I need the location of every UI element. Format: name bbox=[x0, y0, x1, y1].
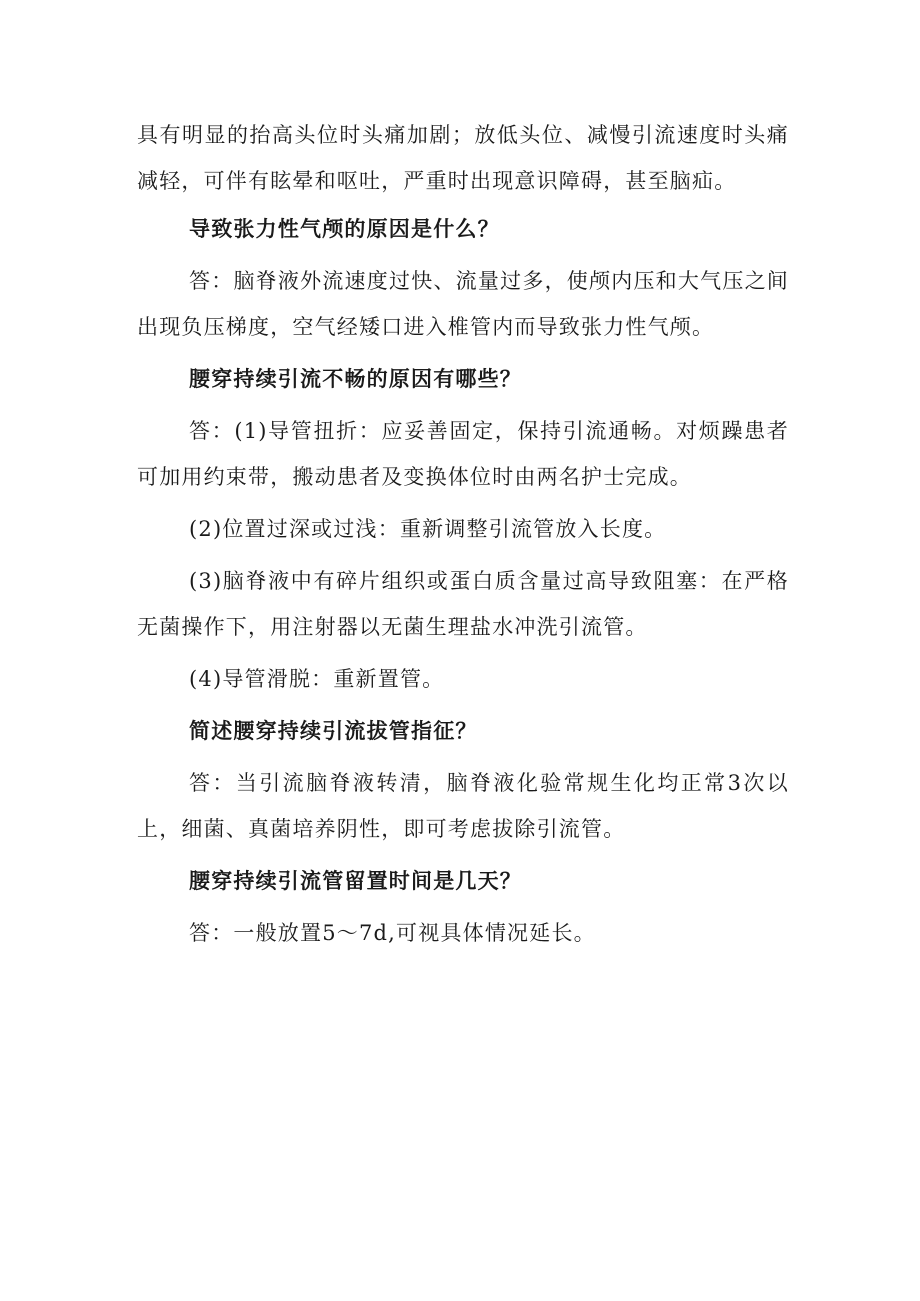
answer-list-item: (4)导管滑脱：重新置管。 bbox=[189, 667, 445, 691]
answer-list-item: (2)位置过深或过浅：重新调整引流管放入长度。 bbox=[189, 517, 667, 541]
paragraph-continuation: 具有明显的抬高头位时头痛加剧；放低头位、减慢引流速度时头痛减轻，可伴有眩晕和呕吐，严重时出现意识障碍，甚至脑疝。 bbox=[137, 123, 789, 193]
question-heading: 腰穿持续引流管留置时间是几天？ bbox=[189, 869, 522, 893]
answer-paragraph: 答：脑脊液外流速度过快、流量过多，使颅内压和大气压之间出现负压梯度，空气经矮口进入椎管内而导致张力性气颅。 bbox=[137, 269, 789, 339]
question-heading: 腰穿持续引流不畅的原因有哪些？ bbox=[189, 367, 522, 391]
answer-paragraph: 答：当引流脑脊液转清，脑脊液化验常规生化均正常3次以上，细菌、真菌培养阴性，即可考虑拔除引流管。 bbox=[137, 771, 789, 841]
answer-list-item: (3)脑脊液中有碎片组织或蛋白质含量过高导致阻塞：在严格无菌操作下，用注射器以无菌生理盐水冲洗引流管。 bbox=[137, 569, 789, 639]
document-body bbox=[137, 112, 789, 962]
question-heading: 导致张力性气颅的原因是什么？ bbox=[189, 217, 500, 241]
answer-paragraph: 答：(1)导管扭折：应妥善固定，保持引流通畅。对烦躁患者可加用约束带，搬动患者及变换体位时由两名护士完成。 bbox=[137, 419, 789, 489]
answer-paragraph: 答：一般放置5～7d,可视具体情况延长。 bbox=[189, 921, 596, 945]
question-heading: 简述腰穿持续引流拔管指征？ bbox=[189, 719, 478, 743]
